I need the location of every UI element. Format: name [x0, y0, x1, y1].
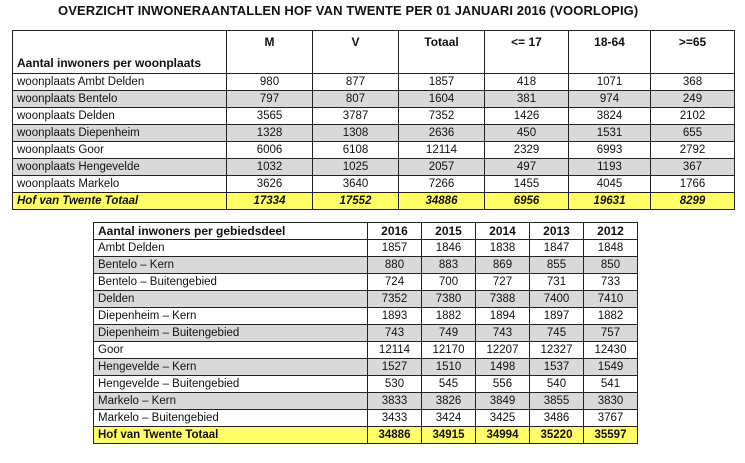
table-row	[13, 142, 735, 159]
table-cell: 12207	[476, 342, 530, 359]
table-cell: 880	[368, 257, 422, 274]
row-label: Hengevelde – Kern	[94, 359, 368, 376]
table-cell: 3565	[227, 108, 313, 125]
table-cell: 1537	[530, 359, 584, 376]
total-cell: 35220	[530, 427, 584, 444]
table-cell: 545	[422, 376, 476, 393]
column-header: 2015	[422, 223, 476, 240]
table-cell: 3767	[584, 410, 638, 427]
table-cell: 368	[651, 74, 735, 91]
table-cell: 1426	[485, 108, 569, 125]
table-cell: 7380	[422, 291, 476, 308]
row-label: Diepenheim – Buitengebied	[94, 325, 368, 342]
row-label: Bentelo – Buitengebied	[94, 274, 368, 291]
total-row	[13, 193, 735, 210]
table-cell: 1531	[569, 125, 651, 142]
table-cell: 797	[227, 91, 313, 108]
table-cell: 3849	[476, 393, 530, 410]
table-row	[94, 376, 638, 393]
table-cell: 807	[313, 91, 399, 108]
table-cell: 749	[422, 325, 476, 342]
table-cell: 12170	[422, 342, 476, 359]
table-cell: 877	[313, 74, 399, 91]
table-row	[94, 410, 638, 427]
table-cell: 855	[530, 257, 584, 274]
table-cell: 1882	[422, 308, 476, 325]
table-cell: 2102	[651, 108, 735, 125]
row-label: Markelo – Buitengebied	[94, 410, 368, 427]
row-label-header: Aantal inwoners per gebiedsdeel	[94, 223, 368, 240]
table-cell: 731	[530, 274, 584, 291]
table-cell: 12430	[584, 342, 638, 359]
row-label-header: Aantal inwoners per woonplaats	[13, 31, 227, 74]
column-header: V	[313, 31, 399, 74]
total-row	[94, 427, 638, 444]
table-cell: 497	[485, 159, 569, 176]
row-label: woonplaats Ambt Delden	[13, 74, 227, 91]
table-cell: 12327	[530, 342, 584, 359]
table-row	[94, 308, 638, 325]
table-cell: 2636	[399, 125, 485, 142]
row-label: woonplaats Delden	[13, 108, 227, 125]
total-cell: 34994	[476, 427, 530, 444]
column-header: >=65	[651, 31, 735, 74]
table-cell: 3826	[422, 393, 476, 410]
table-cell: 12114	[399, 142, 485, 159]
row-label: Delden	[94, 291, 368, 308]
table-cell: 1766	[651, 176, 735, 193]
table-cell: 556	[476, 376, 530, 393]
table-cell: 1838	[476, 240, 530, 257]
table-cell: 540	[530, 376, 584, 393]
total-cell: 34915	[422, 427, 476, 444]
row-label: Goor	[94, 342, 368, 359]
table-cell: 883	[422, 257, 476, 274]
table-cell: 3433	[368, 410, 422, 427]
total-cell: 19631	[569, 193, 651, 210]
table-row	[94, 291, 638, 308]
table-cell: 1328	[227, 125, 313, 142]
table-row	[13, 159, 735, 176]
table-cell: 7400	[530, 291, 584, 308]
gebiedsdeel-table	[93, 222, 638, 444]
row-label: woonplaats Diepenheim	[13, 125, 227, 142]
table-cell: 2329	[485, 142, 569, 159]
table-cell: 2057	[399, 159, 485, 176]
table-cell: 1071	[569, 74, 651, 91]
table-cell: 530	[368, 376, 422, 393]
table-cell: 1498	[476, 359, 530, 376]
table-cell: 745	[530, 325, 584, 342]
row-label: woonplaats Hengevelde	[13, 159, 227, 176]
table-cell: 733	[584, 274, 638, 291]
table-cell: 757	[584, 325, 638, 342]
total-cell: 35597	[584, 427, 638, 444]
total-cell: 34886	[368, 427, 422, 444]
table-cell: 700	[422, 274, 476, 291]
row-label: woonplaats Bentelo	[13, 91, 227, 108]
table-cell: 727	[476, 274, 530, 291]
row-label: Markelo – Kern	[94, 393, 368, 410]
table-cell: 6108	[313, 142, 399, 159]
table-cell: 1527	[368, 359, 422, 376]
row-label: woonplaats Markelo	[13, 176, 227, 193]
table-cell: 3787	[313, 108, 399, 125]
table-cell: 1846	[422, 240, 476, 257]
table-cell: 1604	[399, 91, 485, 108]
table-cell: 4045	[569, 176, 651, 193]
column-header: M	[227, 31, 313, 74]
table-row	[94, 257, 638, 274]
table-cell: 1857	[368, 240, 422, 257]
column-header: <= 17	[485, 31, 569, 74]
table-cell: 3855	[530, 393, 584, 410]
row-label: Ambt Delden	[94, 240, 368, 257]
table-cell: 1897	[530, 308, 584, 325]
table-cell: 3424	[422, 410, 476, 427]
table-row	[94, 240, 638, 257]
table-cell: 1893	[368, 308, 422, 325]
table-cell: 1510	[422, 359, 476, 376]
table-cell: 1549	[584, 359, 638, 376]
table-cell: 1032	[227, 159, 313, 176]
table-header-row	[94, 223, 638, 240]
total-label: Hof van Twente Totaal	[13, 193, 227, 210]
table-cell: 7352	[399, 108, 485, 125]
table-cell: 249	[651, 91, 735, 108]
table-cell: 1857	[399, 74, 485, 91]
column-header: 2013	[530, 223, 584, 240]
table-cell: 541	[584, 376, 638, 393]
column-header: 2016	[368, 223, 422, 240]
table-row	[94, 342, 638, 359]
row-label: woonplaats Goor	[13, 142, 227, 159]
table-row	[13, 176, 735, 193]
table-cell: 7388	[476, 291, 530, 308]
table-cell: 367	[651, 159, 735, 176]
table-cell: 381	[485, 91, 569, 108]
table-cell: 6993	[569, 142, 651, 159]
column-header: 2012	[584, 223, 638, 240]
table-cell: 1455	[485, 176, 569, 193]
total-cell: 8299	[651, 193, 735, 210]
table-cell: 7410	[584, 291, 638, 308]
table-cell: 3626	[227, 176, 313, 193]
table-cell: 3425	[476, 410, 530, 427]
table-cell: 1848	[584, 240, 638, 257]
table-cell: 7266	[399, 176, 485, 193]
total-cell: 6956	[485, 193, 569, 210]
table-cell: 869	[476, 257, 530, 274]
table-cell: 743	[368, 325, 422, 342]
table-cell: 724	[368, 274, 422, 291]
table-row	[94, 325, 638, 342]
table-cell: 2792	[651, 142, 735, 159]
table-cell: 974	[569, 91, 651, 108]
total-cell: 34886	[399, 193, 485, 210]
table-row	[94, 274, 638, 291]
table-cell: 3486	[530, 410, 584, 427]
table-cell: 980	[227, 74, 313, 91]
table-cell: 1847	[530, 240, 584, 257]
table-cell: 1894	[476, 308, 530, 325]
column-header: 2014	[476, 223, 530, 240]
table-cell: 450	[485, 125, 569, 142]
table-header-row	[13, 31, 735, 74]
table-cell: 743	[476, 325, 530, 342]
table-cell: 6006	[227, 142, 313, 159]
table-row	[13, 74, 735, 91]
table-row	[13, 91, 735, 108]
row-label: Hengevelde – Buitengebied	[94, 376, 368, 393]
table-cell: 3640	[313, 176, 399, 193]
table-cell: 1193	[569, 159, 651, 176]
column-header: 18-64	[569, 31, 651, 74]
table-cell: 1025	[313, 159, 399, 176]
table-cell: 655	[651, 125, 735, 142]
table-cell: 3833	[368, 393, 422, 410]
table-row	[13, 108, 735, 125]
table-cell: 7352	[368, 291, 422, 308]
table-cell: 850	[584, 257, 638, 274]
table-row	[94, 359, 638, 376]
page-title: OVERZICHT INWONERAANTALLEN HOF VAN TWENTE PER 01 JANUARI 2016 (VOORLOPIG)	[58, 3, 639, 18]
total-label: Hof van Twente Totaal	[94, 427, 368, 444]
table-cell: 418	[485, 74, 569, 91]
table-cell: 1308	[313, 125, 399, 142]
table-row	[94, 393, 638, 410]
table-cell: 12114	[368, 342, 422, 359]
row-label: Bentelo – Kern	[94, 257, 368, 274]
total-cell: 17334	[227, 193, 313, 210]
table-cell: 3830	[584, 393, 638, 410]
table-cell: 1882	[584, 308, 638, 325]
table-cell: 3824	[569, 108, 651, 125]
table-row	[13, 125, 735, 142]
woonplaats-table	[12, 30, 735, 210]
row-label: Diepenheim – Kern	[94, 308, 368, 325]
total-cell: 17552	[313, 193, 399, 210]
column-header: Totaal	[399, 31, 485, 74]
